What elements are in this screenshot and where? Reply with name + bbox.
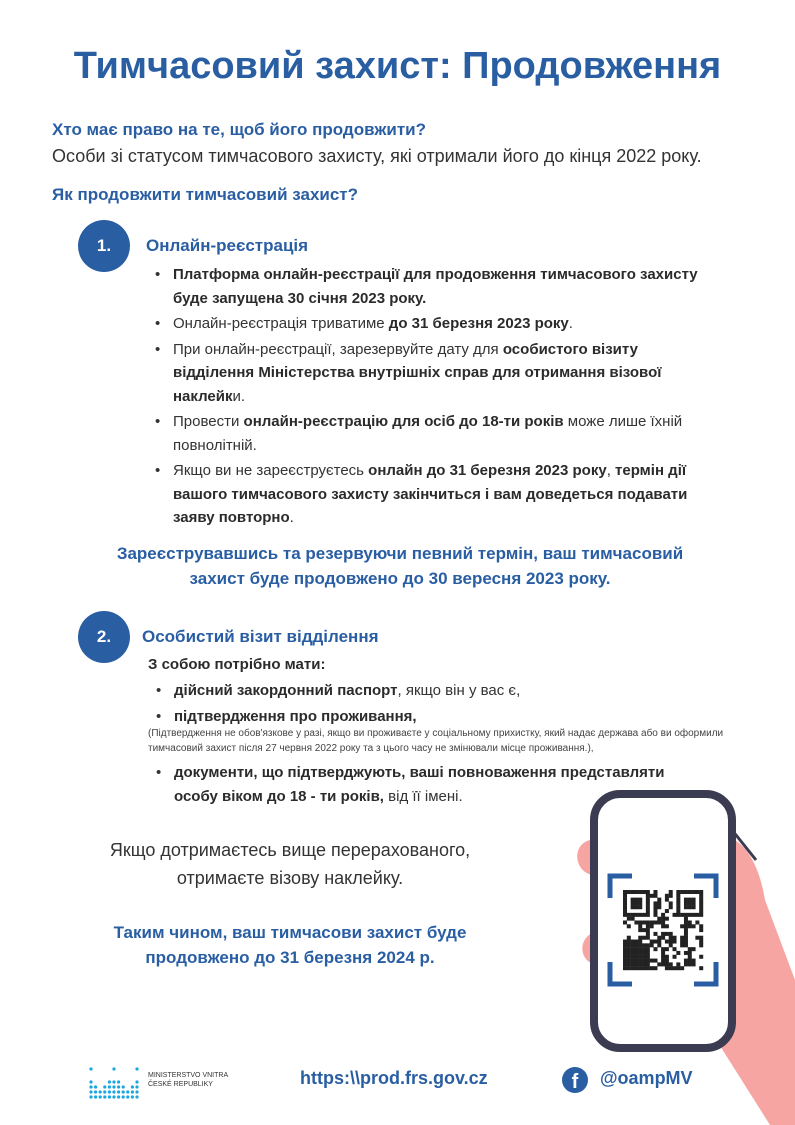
website-link[interactable]: https:\\prod.frs.gov.cz <box>300 1068 488 1088</box>
question-how: Як продовжити тимчасовий захист? <box>52 185 359 204</box>
step-2-badge: 2. <box>78 611 130 663</box>
page-title: Тимчасовий захист: Продовження <box>73 45 722 87</box>
step-2-title: Особистий візит відділення <box>142 627 379 646</box>
step-2-bullets <box>156 679 716 730</box>
bullet-text: підтвердження про проживання, <box>174 707 417 725</box>
ministry-logo-text <box>148 1071 228 1089</box>
residence-note: (Підтвердження не обов'язкове у разі, якщо ви проживаєте у соціальному прихистку, який надає держава або ви оформили тимчасовий захист після 27 червня 2022 року та з цього часу не змінювали місце проживання.), <box>148 728 724 754</box>
condition-text: Якщо дотримаєтесь вище перерахованого, отримаєте візову наклейку. <box>109 840 471 888</box>
bullet-text: . <box>568 315 573 332</box>
list-item <box>155 459 715 530</box>
facebook-icon[interactable]: f <box>562 1067 588 1093</box>
bullet-text: онлайн-реєстрацію для осіб до 18-ти років <box>243 413 564 430</box>
list-item <box>156 705 716 729</box>
bullet-text: термін дії вашого тимчасового захисту закінчиться і вам доведеться подавати заяву повторно <box>173 462 688 526</box>
step-1-badge: 1. <box>78 220 130 272</box>
step-2-intro: З собою потрібно мати: <box>148 656 326 673</box>
bullet-text: При онлайн-реєстрації, зарезервуйте дату для <box>173 340 503 358</box>
question-eligibility: Хто має право на те, щоб його продовжити? <box>52 120 426 139</box>
bullet-text: , <box>606 462 616 479</box>
bullet-text: може лише їхній повнолітній. <box>173 413 683 454</box>
step-1-title: Онлайн-реєстрація <box>146 236 309 255</box>
bullet-text: Якщо ви не зареєструєтесь <box>173 462 369 479</box>
bullet-text: , якщо він у вас є, <box>397 682 521 699</box>
logo-line-1: MINISTERSTVO VNITRA <box>148 1072 229 1079</box>
answer-eligibility: Особи зі статусом тимчасового захисту, які отримали його до кінця 2022 року. <box>52 146 702 166</box>
step-1-bullets <box>155 263 715 532</box>
bullet-text: Платформа онлайн-реєстрації для продовження тимчасового захисту буде запущена 30 січня 2023 року. <box>173 266 698 307</box>
bullet-text: дійсний закордонний паспорт <box>174 682 398 699</box>
ministry-logo-icon <box>88 1058 140 1100</box>
bullet-text: до 31 березня 2023 року <box>388 315 569 332</box>
facebook-handle[interactable]: @oampMV <box>600 1068 693 1088</box>
list-item <box>155 312 715 336</box>
bullet-text: онлайн до 31 березня 2023 року <box>368 462 607 479</box>
bullet-text: . <box>289 509 294 526</box>
bullet-text: документи, що підтверджують, ваші повноваження представляти особу віком до 18 - ти років, <box>174 764 665 805</box>
bullet-text: від її імені. <box>383 787 463 805</box>
list-item <box>155 338 715 409</box>
bullet-text: Онлайн-реєстрація триватиме <box>173 315 389 332</box>
logo-line-2: ČESKÉ REPUBLIKY <box>148 1081 213 1088</box>
highlight-extension-2023: Зареєструвавшись та резервуючи певний термін, ваш тимчасовий захист буде продовжено до 30 вересня 2023 року. <box>116 544 684 588</box>
highlight-extension-2024: Таким чином, ваш тимчасови захист буде продовжено до 31 березня 2024 р. <box>113 923 467 967</box>
list-item <box>156 679 716 703</box>
list-item <box>155 410 715 457</box>
bullet-text: и. <box>232 387 246 405</box>
list-item <box>155 263 715 310</box>
bullet-text: особистого візиту відділення Міністерства внутрішніх справ для отримання візової наклейк <box>173 340 662 405</box>
bullet-text: Провести <box>173 413 244 430</box>
